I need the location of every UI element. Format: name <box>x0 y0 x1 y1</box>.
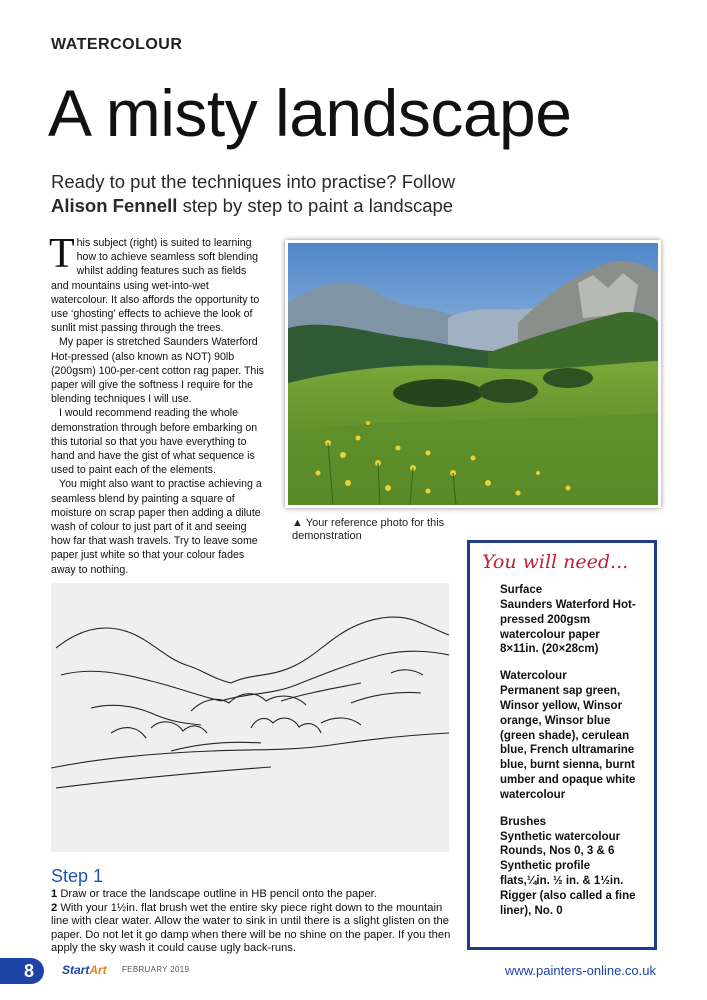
you-will-need-box <box>467 540 657 950</box>
website-url[interactable]: www.painters-online.co.uk <box>504 963 656 978</box>
magazine-name-part-1: Start <box>62 963 90 977</box>
author-name: Alison Fennell <box>51 195 178 216</box>
need-text-surface: Saunders Waterford Hot-pressed 200gsm watercolour paper 8×11in. (20×28cm) <box>500 599 636 656</box>
you-will-need-title: You will need... <box>482 551 629 573</box>
reference-photo <box>285 240 661 508</box>
step-item-2-text: With your 1½in. flat brush wet the entire sky piece right down to the mountain line with clear water. Allow the water to sink in until there is a slight glisten on the paper. Do not let it go damp when there will be no shine on the paper. If you then apply the sky wash it could cause ugly back-runs. <box>51 901 451 955</box>
intro-paragraph-3: I would recommend reading the whole demonstration through before embarking on this tutorial so that you have everything to hand and have the gist of what sequence is used to paint each of the elements. <box>51 407 258 477</box>
issue-date: FEBRUARY 2019 <box>122 965 190 974</box>
step-1 <box>51 866 456 956</box>
standfirst <box>51 170 611 218</box>
step-item-1 <box>51 888 456 902</box>
magazine-name-part-2: Art <box>89 963 107 977</box>
need-heading-brushes: Brushes <box>500 815 547 828</box>
standfirst-line1: Ready to put the techniques into practise? Follow <box>51 171 456 192</box>
page-number: 8 <box>0 958 44 984</box>
dropcap: T <box>49 231 75 277</box>
step-item-1-number: 1 <box>51 888 58 900</box>
step-item-1-text: Draw or trace the landscape outline in HB pencil onto the paper. <box>57 888 377 900</box>
need-heading-watercolour: Watercolour <box>500 670 567 683</box>
step-item-2 <box>51 902 456 956</box>
step-heading: Step 1 <box>51 866 104 886</box>
intro-paragraph-2: My paper is stretched Saunders Waterford Hot-pressed (also known as NOT) 90lb (200gsm) 100-per-cent cotton rag paper. This paper will give the softness I require for the blending techniques I will use. <box>51 336 264 406</box>
standfirst-line2: step by step to paint a landscape <box>177 195 454 216</box>
step-item-2-number: 2 <box>51 901 58 914</box>
photo-caption: ▲ Your reference photo for this demonstration <box>292 517 445 542</box>
intro-paragraph-1: his subject (right) is suited to learning how to achieve seamless soft blending whilst adding features such as fields and mountains using wet-into-wet watercolour. It also affords the opportunity to use ‘ghosting’ effects to achieve the look of sunlit mist passing through the trees. <box>51 237 260 335</box>
section-label: WATERCOLOUR <box>51 36 183 53</box>
need-text-watercolour: Permanent sap green, Winsor yellow, Winsor orange, Winsor blue (green shade), cerulean blue, French ultramarine blue, burnt sienna, burnt umber and opaque white watercolour <box>500 685 636 801</box>
page-title: A misty landscape <box>48 76 572 150</box>
intro-text <box>49 231 266 577</box>
need-text-brushes: Synthetic watercolour Rounds, Nos 0, 3 & 6 Synthetic profile flats,¼in. ½ in. & 1½in. Rigger (also called a fine liner), No. 0 <box>500 830 636 917</box>
intro-paragraph-4: You might also want to practise achieving a seamless blend by painting a square of moisture on scrap paper then adding a dilute wash of colour to just part of it and seeing how far that wash travels. Try to leave some paper just white so that your colour fades away to nothing. <box>51 478 262 576</box>
need-heading-surface: Surface <box>500 584 543 596</box>
intro-paragraph <box>49 231 266 335</box>
step-1-sketch <box>51 583 449 852</box>
page-footer <box>0 958 707 988</box>
magazine-name <box>62 963 107 977</box>
